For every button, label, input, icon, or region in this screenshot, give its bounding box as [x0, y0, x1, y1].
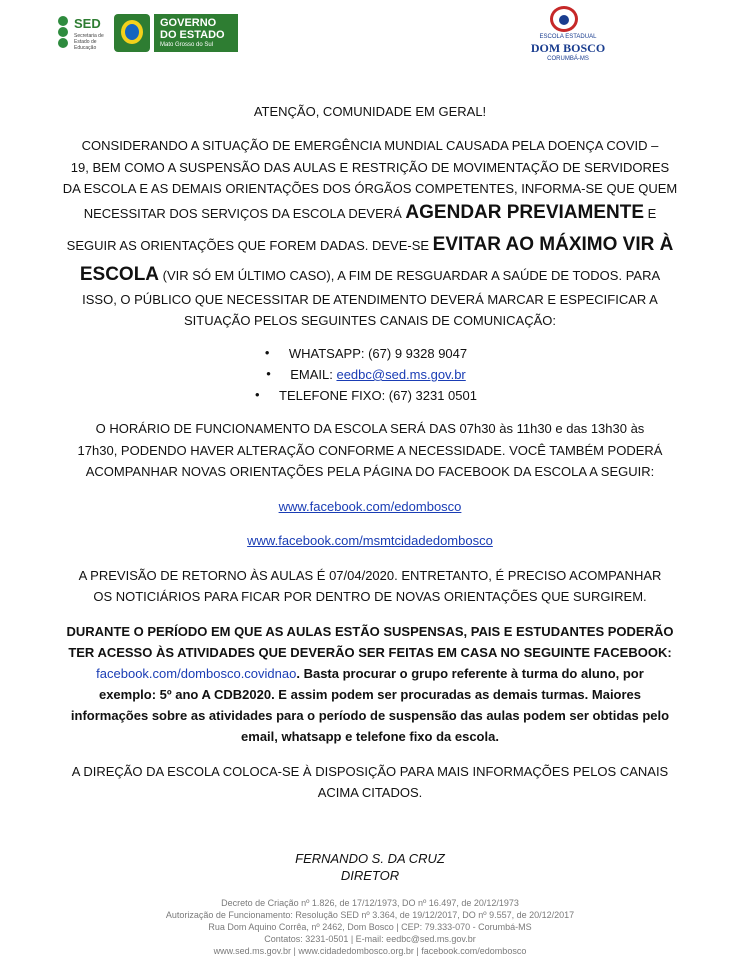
p1-line5-text: SEGUIR AS ORIENTAÇÕES QUE FOREM DADAS. DEVE-SE	[66, 238, 433, 253]
p1-line1: CONSIDERANDO A SITUAÇÃO DE EMERGÊNCIA MUNDIAL CAUSADA PELA DOENÇA COVID –	[81, 138, 659, 153]
p1-line2: 19, BEM COMO A SUSPENSÃO DAS AULAS E RESTRIÇÃO DE MOVIMENTAÇÃO DE SERVIDORES	[70, 160, 670, 175]
footer-line4: Contatos: 3231-0501 | E-mail: eedbc@sed.ms.gov.br	[264, 934, 476, 944]
p1-line6	[0, 264, 740, 286]
p1-line6-text: (VIR SÓ EM ÚLTIMO CASO), A FIM DE RESGUARDAR A SAÚDE DE TODOS. PARA	[159, 268, 661, 283]
activities-line1: DURANTE O PERÍODO EM QUE AS AULAS ESTÃO SUSPENSAS, PAIS E ESTUDANTES PODERÃO	[66, 624, 674, 639]
signature-name: FERNANDO S. DA CRUZ	[295, 851, 445, 866]
activities-line3-text: . Basta procurar o grupo referente à turma do aluno, por	[296, 666, 644, 681]
school-emblem-icon	[550, 6, 578, 32]
school-logo-line1: ESCOLA ESTADUAL	[539, 34, 597, 40]
closing-line1: A DIREÇÃO DA ESCOLA COLOCA-SE À DISPOSIÇÃO PARA MAIS INFORMAÇÕES PELOS CANAIS	[71, 764, 669, 779]
forecast-line2: OS NOTICIÁRIOS PARA FICAR POR DENTRO DE NOVAS ORIENTAÇÕES QUE SURGIREM.	[93, 589, 647, 604]
sed-dots-icon	[58, 16, 70, 46]
gov-line2: DO ESTADO	[160, 29, 225, 41]
p1-line5	[0, 234, 740, 256]
sed-subtitle: Secretaria de Estado de Educação	[74, 33, 104, 51]
school-logo	[528, 6, 608, 66]
phone-item: • TELEFONE FIXO: (67) 3231 0501	[263, 388, 477, 403]
p1-line4	[0, 202, 740, 224]
footer-line5: www.sed.ms.gov.br | www.cidadedombosco.org.br | facebook.com/edombosco	[213, 946, 527, 956]
hours-line3: ACOMPANHAR NOVAS ORIENTAÇÕES PELA PÁGINA DO FACEBOOK DA ESCOLA A SEGUIR:	[85, 464, 655, 479]
activities-line4: exemplo: 5º ano A CDB2020. E assim podem ser procuradas as demais turmas. Maiores	[98, 687, 642, 702]
avoid-coming-highlight: EVITAR AO MÁXIMO VIR À	[432, 234, 674, 255]
school-logo-line2: DOM BOSCO	[530, 41, 606, 55]
email-link[interactable]: eedbc@sed.ms.gov.br	[336, 367, 466, 382]
facebook-link-2-row	[0, 533, 740, 548]
signature-role: DIRETOR	[340, 868, 400, 883]
p1-line3: DA ESCOLA E AS DEMAIS ORIENTAÇÕES DOS ÓRGÃOS COMPETENTES, INFORMA-SE QUE QUEM	[62, 181, 678, 196]
whatsapp-item: • WHATSAPP: (67) 9 9328 9047	[273, 346, 467, 361]
gov-line3: Mato Grosso do Sul	[160, 42, 214, 48]
facebook-link-1-row	[0, 499, 740, 514]
school-highlight: ESCOLA	[79, 264, 160, 285]
email-label: EMAIL:	[290, 367, 337, 382]
p1-line7: ISSO, O PÚBLICO QUE NECESSITAR DE ATENDIMENTO DEVERÁ MARCAR E ESPECIFICAR A	[82, 292, 658, 307]
schedule-ahead-highlight: AGENDAR PREVIAMENTE	[405, 202, 644, 223]
covid-facebook-link[interactable]: facebook.com/dombosco.covidnao	[96, 666, 297, 681]
school-logo-line3: CORUMBÁ-MS	[547, 56, 589, 62]
hours-line1: O HORÁRIO DE FUNCIONAMENTO DA ESCOLA SERÁ DAS 07h30 às 11h30 e das 13h30 às	[95, 421, 645, 436]
letterhead	[0, 0, 740, 70]
email-item	[274, 367, 466, 382]
activities-line2: TER ACESSO ÀS ATIVIDADES QUE DEVERÃO SER FEITAS EM CASA NO SEGUINTE FACEBOOK:	[68, 645, 672, 660]
state-crest-icon	[114, 14, 150, 52]
forecast-line1: A PREVISÃO DE RETORNO ÀS AULAS É 07/04/2020. ENTRETANTO, É PRECISO ACOMPANHAR	[78, 568, 662, 583]
p1-line8: SITUAÇÃO PELOS SEGUINTES CANAIS DE COMUNICAÇÃO:	[183, 313, 556, 328]
activities-line6: email, whatsapp e telefone fixo da escola.	[241, 729, 499, 744]
facebook-link-1[interactable]: www.facebook.com/edombosco	[278, 499, 462, 514]
p1-line4-text: NECESSITAR DOS SERVIÇOS DA ESCOLA DEVERÁ	[83, 206, 406, 221]
activities-line3	[0, 666, 740, 681]
government-logo	[114, 14, 238, 52]
sed-logo	[58, 14, 108, 51]
notice-title: ATENÇÃO, COMUNIDADE EM GERAL!	[253, 104, 487, 119]
gov-line1: GOVERNO	[160, 17, 217, 29]
closing-line2: ACIMA CITADOS.	[317, 785, 423, 800]
facebook-link-2[interactable]: www.facebook.com/msmtcidadedombosco	[247, 533, 493, 548]
p1-line4-end: E	[644, 206, 657, 221]
footer-line1: Decreto de Criação nº 1.826, de 17/12/1973, DO nº 16.497, de 20/12/1973	[221, 898, 519, 908]
sed-abbr: SED	[74, 16, 101, 31]
activities-line5: informações sobre as atividades para o período de suspensão das aulas podem ser obtidas pelo	[70, 708, 670, 723]
contact-list	[0, 346, 740, 409]
footer-line3: Rua Dom Aquino Corrêa, nº 2462, Dom Bosco | CEP: 79.333-070 - Corumbá-MS	[208, 922, 532, 932]
hours-line2: 17h30, PODENDO HAVER ALTERAÇÃO CONFORME A NECESSIDADE. VOCÊ TAMBÉM PODERÁ	[77, 443, 663, 458]
footer-line2: Autorização de Funcionamento: Resolução SED nº 3.364, de 19/12/2017, DO nº 9.557, de 20/12/2017	[165, 910, 575, 920]
